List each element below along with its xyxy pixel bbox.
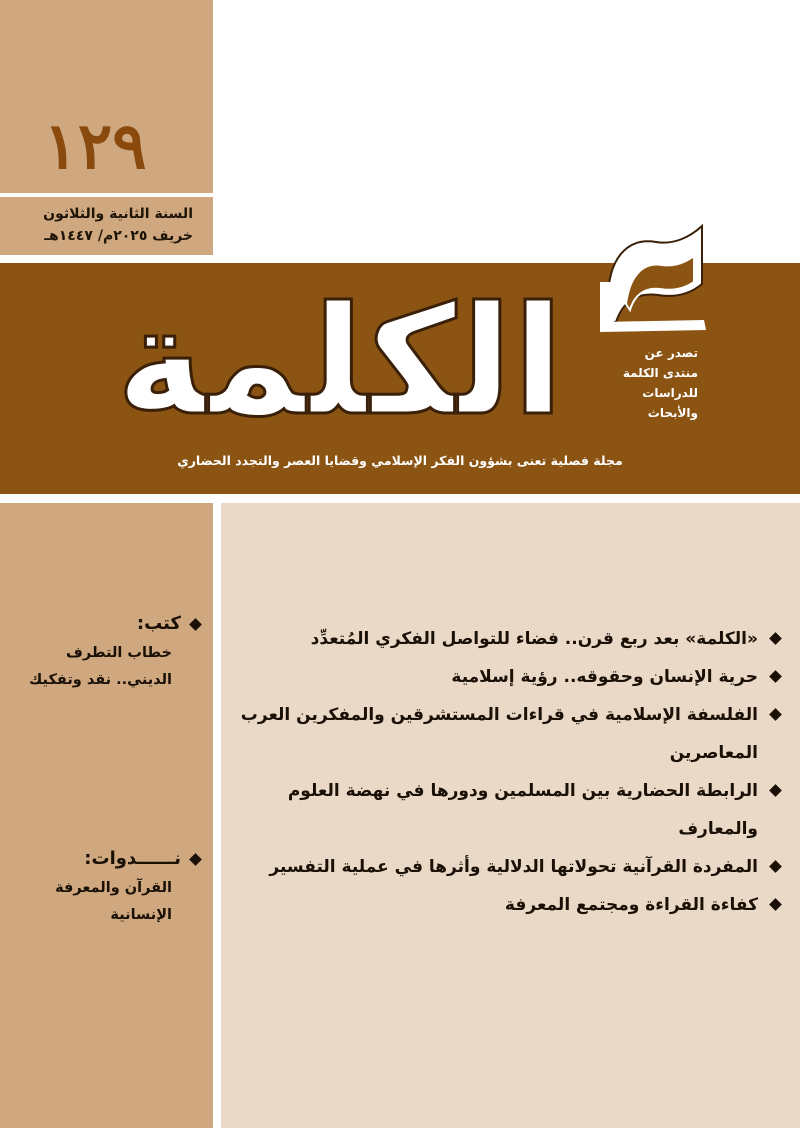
diamond-bullet-icon [769,670,782,683]
diamond-bullet-icon [189,618,202,631]
diamond-bullet-icon [769,860,782,873]
seminar-title: القرآن والمعرفة الإنسانية [55,880,172,923]
article-item [231,620,786,658]
issue-number: ١٢٩ [43,109,147,184]
seminars-heading-row [25,847,200,871]
article-title: كفاءة القراءة ومجتمع المعرفة [504,895,758,915]
publisher-line: للدراسات [642,386,698,400]
diamond-bullet-icon [769,898,782,911]
article-title: «الكلمة» بعد ربع قرن.. فضاء للتواصل الفكري المُتعدِّد [310,629,758,649]
publisher-info [588,343,698,423]
diamond-bullet-icon [189,853,202,866]
magazine-title-text: الكلمة [116,285,564,445]
seminars-heading: نــــــدوات: [84,848,181,869]
diamond-bullet-icon [769,784,782,797]
issue-panel [0,0,213,255]
article-title: الفلسفة الإسلامية في قراءات المستشرقين والمفكرين العرب المعاصرين [240,705,758,763]
issue-divider [0,193,213,197]
article-item [231,772,786,848]
publisher-line: تصدر عن [644,346,698,360]
books-section [25,612,200,694]
seminars-section [25,847,200,929]
books-heading-row [25,612,200,636]
article-item [231,696,786,772]
publisher-line: منتدى الكلمة [622,366,698,380]
sidebar-panel [0,503,213,1128]
magazine-title [60,285,620,445]
publisher-line: والأبحاث [647,406,698,420]
article-item [231,886,786,924]
article-title: الرابطة الحضارية بين المسلمين ودورها في نهضة العلوم والمعارف [287,781,758,839]
book-title: خطاب التطرف الديني.. نقد وتفكيك [29,645,172,688]
article-list [231,620,786,924]
article-item [231,848,786,886]
tagline: مجلة فصلية تعنى بشؤون الفكر الإسلامي وقضايا العصر والتجدد الحضاري [177,453,623,468]
article-item [231,658,786,696]
article-title: حرية الإنسان وحقوقه.. رؤية إسلامية [451,667,758,687]
diamond-bullet-icon [769,632,782,645]
issue-season: خريف ٢٠٢٥م/ ١٤٤٧هـ [44,228,193,244]
diamond-bullet-icon [769,708,782,721]
books-heading: كتب: [136,613,181,634]
article-title: المفردة القرآنية تحولاتها الدلالية وأثرها في عملية التفسير [269,857,758,877]
issue-year: السنة الثانية والثلاثون [43,206,193,222]
